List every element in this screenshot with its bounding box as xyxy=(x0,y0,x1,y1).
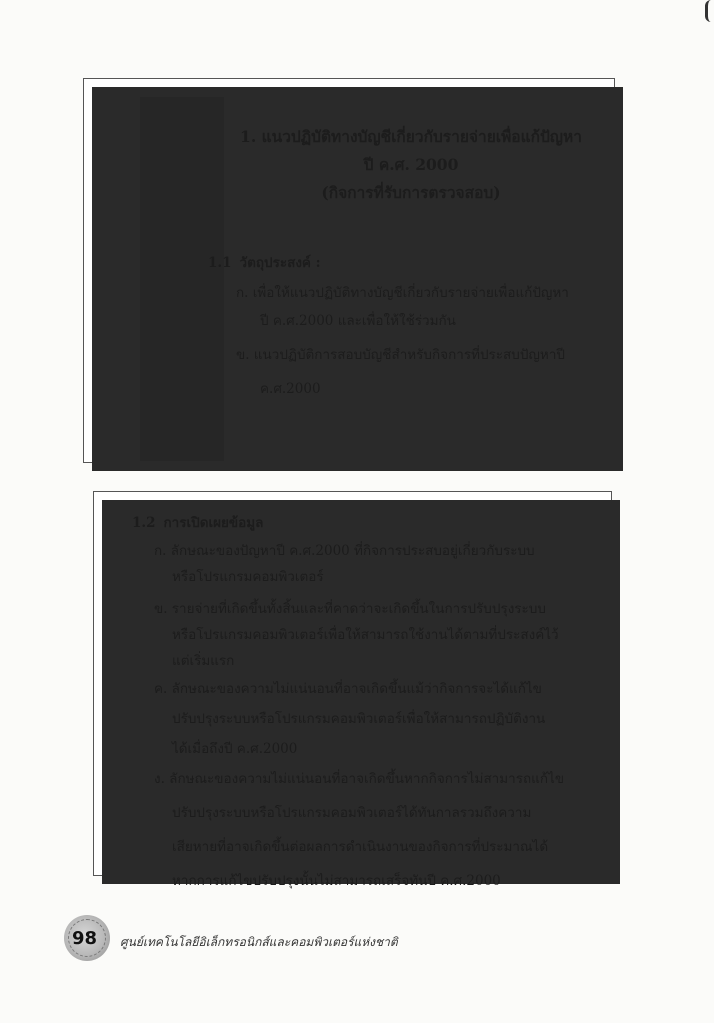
item-line: ปรับปรุงระบบหรือโปรแกรมคอมพิวเตอร์ได้ทันกาลรวมถึงความ xyxy=(172,805,532,821)
list-item xyxy=(154,676,602,762)
item-line: ปรับปรุงระบบหรือโปรแกรมคอมพิวเตอร์เพื่อให้สามารถปฏิบัติงาน xyxy=(172,711,546,727)
title-line: (กิจการที่รับการตรวจสอบ) xyxy=(321,183,501,202)
item-line: ค. ลักษณะของความไม่แน่นอนที่อาจเกิดขึ้นแม้ว่ากิจการจะได้แก้ไข xyxy=(154,681,542,697)
item-line: ก. ลักษณะของปัญหาปี ค.ศ.2000 ที่กิจการประสบอยู่เกี่ยวกับระบบ xyxy=(154,543,535,559)
page-number: 98 xyxy=(72,928,98,949)
item-line: หรือโปรแกรมคอมพิวเตอร์เพื่อให้สามารถใช้งานได้ตามที่ประสงค์ไว้ xyxy=(172,627,559,643)
item-line: ก. เพื่อให้แนวปฏิบัติทางบัญชีเกี่ยวกับรายจ่ายเพื่อแก้ปัญหา xyxy=(236,285,569,301)
section-number: 1.1 xyxy=(208,255,232,271)
item-line: เสียหายที่อาจเกิดขึ้นต่อผลการดำเนินงานของกิจการที่ประมาณได้ xyxy=(172,839,549,855)
item-line: ได้เมื่อถึงปี ค.ศ.2000 xyxy=(172,741,298,757)
slide-2 xyxy=(93,491,612,889)
section-number: 1.2 xyxy=(132,515,156,531)
slide-1-title xyxy=(222,123,600,207)
page-footer xyxy=(64,915,464,965)
list-item xyxy=(154,538,602,590)
footer-organization-text: ศูนย์เทคโนโลยีอิเล็กทรอนิกส์และคอมพิวเตอร์แห่งชาติ xyxy=(120,935,398,949)
section-heading xyxy=(132,510,602,536)
item-line: หรือโปรแกรมคอมพิวเตอร์ xyxy=(172,569,324,585)
section-title: การเปิดเผยข้อมูล xyxy=(163,515,264,531)
item-line: ข. แนวปฏิบัติการสอบบัญชีสำหรับกิจการที่ประสบปัญหาปี xyxy=(236,347,565,363)
item-line: ค.ศ.2000 xyxy=(260,381,321,397)
title-line: ปี ค.ศ. 2000 xyxy=(363,155,459,174)
item-line: ข. รายจ่ายที่เกิดขึ้นทั้งสิ้นและที่คาดว่าจะเกิดขึ้นในการปรับปรุงระบบ xyxy=(154,601,546,617)
slide-1 xyxy=(83,78,615,463)
title-line: 1. แนวปฏิบัติทางบัญชีเกี่ยวกับรายจ่ายเพื่อแก้ปัญหา xyxy=(240,127,582,146)
item-line: ง. ลักษณะของความไม่แน่นอนที่อาจเกิดขึ้นหากกิจการไม่สามารถแก้ไข xyxy=(154,771,565,787)
section-heading xyxy=(208,251,608,273)
item-line: หากการแก้ไขปรับปรุงนั้นไม่สามารถเสร็จทันปี ค.ศ.2000 xyxy=(172,873,501,889)
list-item xyxy=(154,764,602,896)
slide-1-body xyxy=(208,251,608,403)
item-line: ปี ค.ศ.2000 และเพื่อให้ใช้ร่วมกัน xyxy=(260,313,456,329)
list-item xyxy=(236,341,608,403)
item-line: แต่เริ่มแรก xyxy=(172,653,235,669)
list-item xyxy=(154,596,602,674)
slide-2-body xyxy=(132,510,602,896)
page-edge-mark xyxy=(705,0,714,22)
page-number-badge xyxy=(64,915,110,961)
section-title: วัตถุประสงค์ : xyxy=(239,255,321,271)
list-item xyxy=(236,279,608,335)
